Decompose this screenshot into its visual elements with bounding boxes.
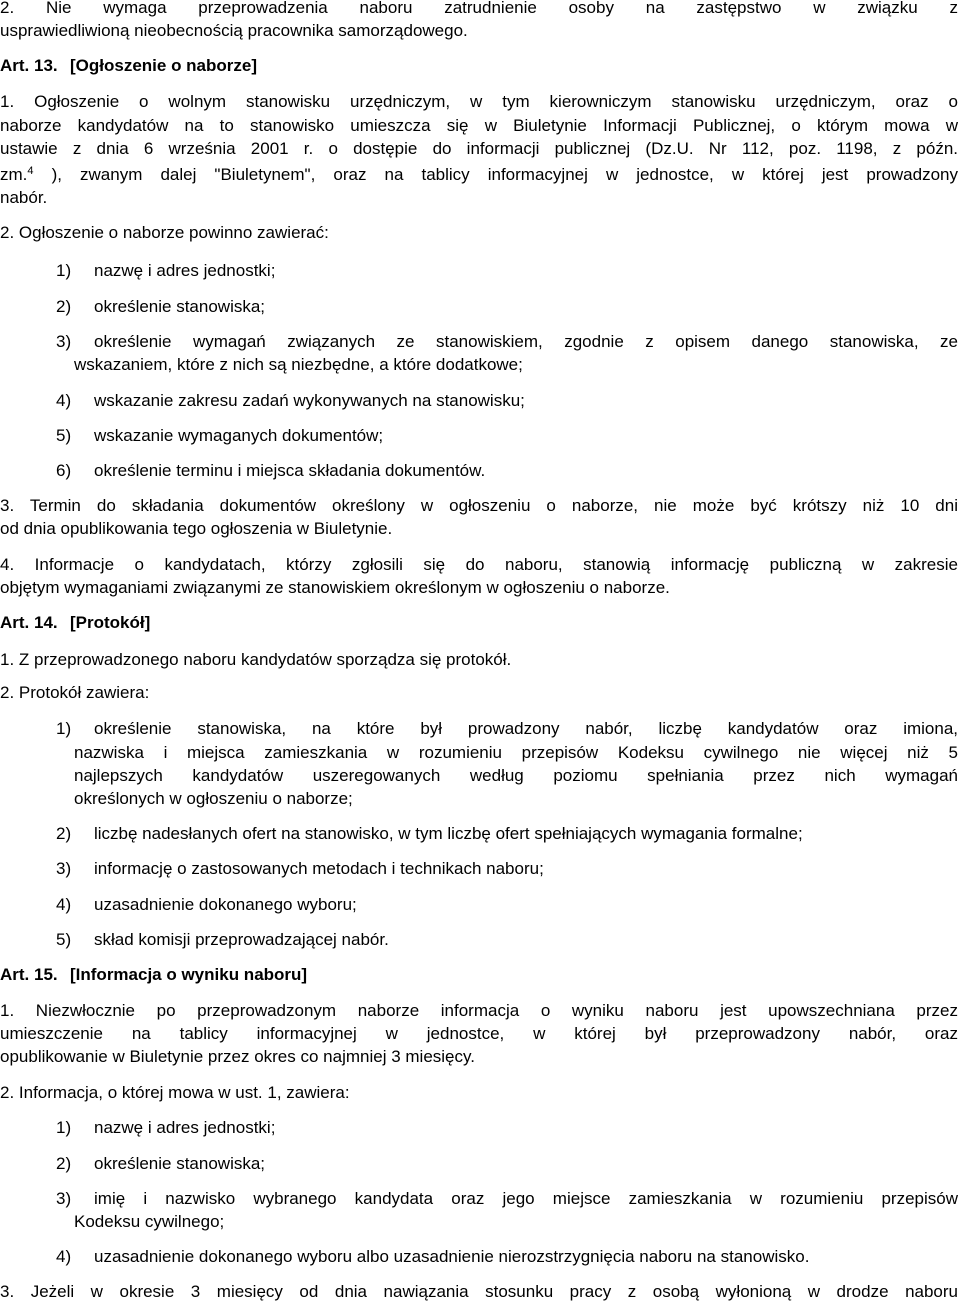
paragraph-line: 1. Ogłoszenie o wolnym stanowisku urzędniczym, w tym kierowniczym stanowisku urzędniczym, oraz o <box>0 92 958 111</box>
paragraph-line: objętym wymaganiami związanymi ze stanowiskiem określonym w ogłoszeniu o naborze. <box>0 578 670 597</box>
list-number: 4) <box>56 895 72 914</box>
paragraph-line: od dnia opublikowania tego ogłoszenia w Biuletynie. <box>0 519 393 538</box>
list-number: 5) <box>56 930 72 949</box>
list-item <box>56 330 958 353</box>
list-text: uzasadnienie dokonanego wyboru; <box>94 895 357 914</box>
text-fragment: ), zwanym dalej "Biuletynem", oraz na tablicy informacyjnej w jednostce, w której jest prowadzony <box>33 165 958 184</box>
paragraph-line: usprawiedliwioną nieobecnością pracownika samorządowego. <box>0 21 468 40</box>
list-text: informację o zastosowanych metodach i technikach naboru; <box>94 859 544 878</box>
paragraph-line: 3. Jeżeli w okresie 3 miesięcy od dnia nawiązania stosunku pracy z osobą wyłonioną w drodze naboru <box>0 1282 958 1301</box>
list-item <box>56 459 958 482</box>
list-text: imię i nazwisko wybranego kandydata oraz jego miejsce zamieszkania w rozumieniu przepisów <box>94 1189 958 1208</box>
list-number: 1) <box>56 1118 72 1137</box>
list-item-continuation: określonych w ogłoszeniu o naborze; <box>74 789 353 808</box>
list-number: 3) <box>56 1189 72 1208</box>
list-text: określenie terminu i miejsca składania dokumentów. <box>94 461 486 480</box>
article-title: [Informacja o wyniku naboru] <box>70 965 308 984</box>
list-text: określenie stanowiska; <box>94 297 266 316</box>
paragraph-line: nabór. <box>0 188 48 207</box>
list-text: określenie wymagań związanych ze stanowiskiem, zgodnie z opisem danego stanowiska, ze <box>94 332 958 351</box>
list-text: nazwę i adres jednostki; <box>94 1118 276 1137</box>
article-title: [Protokół] <box>70 613 151 632</box>
list-text: skład komisji przeprowadzającej nabór. <box>94 930 389 949</box>
list-item <box>56 857 958 880</box>
article-heading-13 <box>0 54 958 77</box>
list-number: 3) <box>56 332 72 351</box>
list-text: wskazanie wymaganych dokumentów; <box>94 426 384 445</box>
list-item <box>56 259 958 282</box>
list-item-continuation: wskazaniem, które z nich są niezbędne, a które dodatkowe; <box>74 355 523 374</box>
list-text: określenie stanowiska; <box>94 1154 266 1173</box>
paragraph-line: 4. Informacje o kandydatach, którzy zgłosili się do naboru, stanowią informację publiczną w zakresie <box>0 555 958 574</box>
list-number: 4) <box>56 1247 72 1266</box>
paragraph-line: opublikowanie w Biuletynie przez okres co najmniej 3 miesięcy. <box>0 1047 475 1066</box>
list-number: 2) <box>56 1154 72 1173</box>
list-number: 4) <box>56 391 72 410</box>
list-item <box>56 389 958 412</box>
list-number: 6) <box>56 461 72 480</box>
list-item <box>56 295 958 318</box>
paragraph-line: 1. Z przeprowadzonego naboru kandydatów sporządza się protokół. <box>0 650 512 669</box>
paragraph-line: ustawie z dnia 6 września 2001 r. o dostępie do informacji publicznej (Dz.U. Nr 112, poz. 1198, z późn. <box>0 139 958 158</box>
list-item-continuation: nazwiska i miejsca zamieszkania w rozumieniu przepisów Kodeksu cywilnego nie więcej niż 5 <box>74 743 958 762</box>
list-text: liczbę nadesłanych ofert na stanowisko, w tym liczbę ofert spełniających wymagania formalne; <box>94 824 803 843</box>
list-text: uzasadnienie dokonanego wyboru albo uzasadnienie nierozstrzygnięcia naboru na stanowisko. <box>94 1247 810 1266</box>
paragraph-line: 2. Protokół zawiera: <box>0 683 150 702</box>
list-item <box>56 1187 958 1210</box>
article-number: Art. 15. <box>0 965 58 984</box>
text-fragment: zm. <box>0 165 28 184</box>
paragraph-line: umieszczenie na tablicy informacyjnej w jednostce, w której był przeprowadzony nabór, oraz <box>0 1024 958 1043</box>
list-item <box>56 822 958 845</box>
article-number: Art. 13. <box>0 56 58 75</box>
paragraph-line: 3. Termin do składania dokumentów określony w ogłoszeniu o naborze, nie może być krótszy niż 10 dni <box>0 496 958 515</box>
article-heading-14 <box>0 611 958 634</box>
list-item <box>56 1152 958 1175</box>
list-number: 2) <box>56 824 72 843</box>
paragraph-line: 1. Niezwłocznie po przeprowadzonym naborze informacja o wyniku naboru jest upowszechniana przez <box>0 1001 958 1020</box>
paragraph-line <box>0 163 958 186</box>
paragraph-line: 2. Nie wymaga przeprowadzenia naboru zatrudnienie osoby na zastępstwo w związku z <box>0 0 958 17</box>
list-number: 1) <box>56 261 72 280</box>
list-number: 2) <box>56 297 72 316</box>
list-text: wskazanie zakresu zadań wykonywanych na stanowisku; <box>94 391 525 410</box>
list-text: nazwę i adres jednostki; <box>94 261 276 280</box>
list-number: 1) <box>56 719 72 738</box>
paragraph-line: naborze kandydatów na to stanowisko umieszcza się w Biuletynie Informacji Publicznej, o którym mowa w <box>0 116 958 135</box>
list-item-continuation: Kodeksu cywilnego; <box>74 1212 225 1231</box>
article-heading-15 <box>0 963 958 986</box>
article-number: Art. 14. <box>0 613 58 632</box>
list-text: określenie stanowiska, na które był prowadzony nabór, liczbę kandydatów oraz imiona, <box>94 719 958 738</box>
list-number: 3) <box>56 859 72 878</box>
article-title: [Ogłoszenie o naborze] <box>70 56 258 75</box>
list-item <box>56 424 958 447</box>
list-number: 5) <box>56 426 72 445</box>
list-item-continuation: najlepszych kandydatów uszeregowanych według poziomu spełniania przez nich wymagań <box>74 766 958 785</box>
list-item <box>56 717 958 740</box>
list-item <box>56 893 958 916</box>
footnote-marker: 4 <box>27 165 34 177</box>
paragraph-line: 2. Informacja, o której mowa w ust. 1, zawiera: <box>0 1083 350 1102</box>
list-item <box>56 1245 958 1268</box>
paragraph-line: 2. Ogłoszenie o naborze powinno zawierać: <box>0 223 329 242</box>
list-item <box>56 928 958 951</box>
list-item <box>56 1116 958 1139</box>
